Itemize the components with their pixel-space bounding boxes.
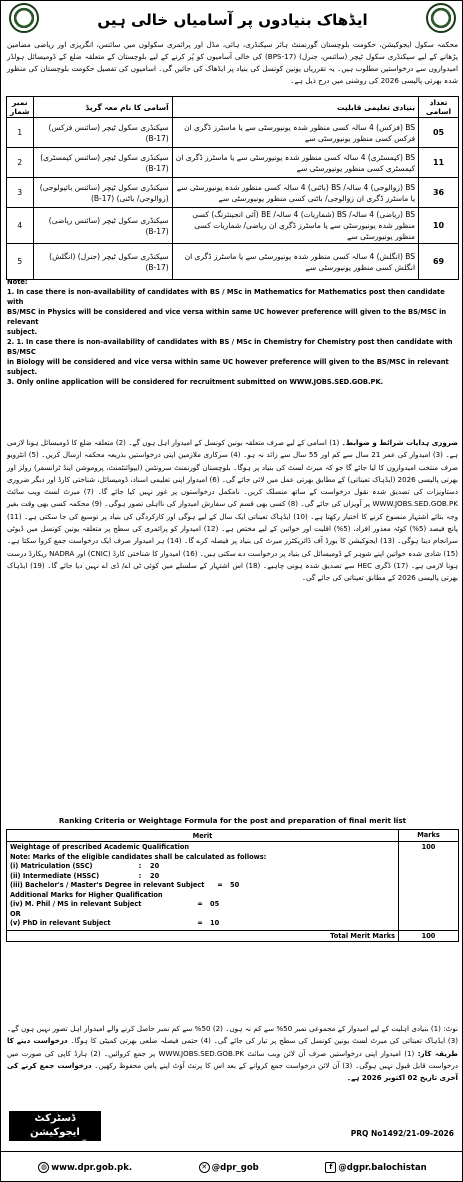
english-notes bbox=[7, 277, 458, 387]
merit-criteria bbox=[7, 842, 399, 931]
criteria-item: (ii) Intermediate (HSSC) : 20 bbox=[10, 871, 160, 880]
header-qualification: بنیادی تعلیمی قابلیت bbox=[172, 97, 418, 118]
criteria-item: (v) PhD in relevant Subject = 10 bbox=[10, 919, 220, 927]
urdu-note-text: نوٹ: (1) بنیادی اہلیت کے لیے امیدوار کے مجموعی نمبر 50% سے کم نہ ہوں۔ (2) 50% سے کم نمبر حاصل کرنے والے امیدوار اہل تصور نہیں ہوں گے۔ (3) ایڈہاک تعیناتی کی میرٹ لسٹ یونین کونسل کی سطح پر تیار کی جائے گی۔ (4) حتمی فیصلہ ضلعی بھرتی کمیٹی کا ہوگا۔ bbox=[7, 1024, 458, 1046]
row-qualification: BS (زوالوجی) 4 سالہ/ BS (باٹنی) 4 سالہ کسی منظور شدہ یونیورسٹی سے یا ماسٹرز ڈگری ان زوالوجی/ باٹنی کسی منظور یونیورسٹی سے bbox=[172, 178, 418, 208]
row-post: سیکنڈری سکول ٹیچر (جنرل) (انگلش) (B-17) bbox=[33, 244, 172, 280]
facebook-handle[interactable]: @dgpr.balochistan bbox=[338, 1162, 427, 1173]
row-post: سیکنڈری سکول ٹیچر (سائنس بائیولوجی) (زوالوجی/ باٹنی) (B-17) bbox=[33, 178, 172, 208]
posts-table bbox=[6, 96, 459, 280]
row-post: سیکنڈری سکول ٹیچر (سائنس کیمسٹری) (B-17) bbox=[33, 148, 172, 178]
government-seal-icon bbox=[9, 3, 39, 33]
row-qualification: BS (کیمسٹری) 4 سالہ کسی منظور شدہ یونیورسٹی سے یا ماسٹرز ڈگری ان کیمسٹری کسی منظور یونیورسٹی سے bbox=[172, 148, 418, 178]
globe-icon: ◍ bbox=[38, 1162, 49, 1173]
government-seal-icon bbox=[426, 3, 456, 33]
row-sr: 5 bbox=[7, 244, 34, 280]
conditions-section bbox=[7, 437, 458, 585]
criteria-item: (iv) M. Phil / MS in relevant Subject = 05 bbox=[10, 900, 220, 908]
conditions-text: (1) اسامی کے لیے صرف متعلقہ یونین کونسل کے امیدوار اہل ہوں گے۔ (2) متعلقہ ضلع کا ڈومیسائل ہونا لازمی ہے۔ (3) امیدوار کی عمر 21 سال سے کم اور 55 سال سے زائد نہ ہو۔ (4) سرکاری ملازمین اپنی درخواستیں بذریعہ محکمہ ارسال کریں۔ (5) انٹرویو صرف منتخب امیدواروں کا لیا جائے گا جو کہ میرٹ لسٹ کی بنیاد پر ہوگا۔ بلوچستان گورنمنٹ سرونٹس (ایپوائنٹمنٹ، پروموشن اینڈ ٹرانسفر) رولز اور بھرتی پالیسی 2026 (ایڈہاک تعیناتی) کے مطابق بھرتی عمل میں لائی جائے گی۔ (6) امیدوار اپنی تعلیمی اسناد، ڈومیسائل، شناختی کارڈ اور دیگر ضروری دستاویزات کی تصدیق شدہ نقول درخواست کے ساتھ منسلک کریں۔ نامکمل درخواستوں پر غور نہیں کیا جائے گا۔ (7) میرٹ لسٹ ویب سائٹ WWW.JOBS.SED.GOB.PK پر آویزاں کی جائے گی۔ (8) کسی بھی قسم کی سفارش امیدوار کی نااہلی تصور ہوگی۔ (9) محکمہ کسی بھی وقت بغیر وجہ بتائے اشتہار منسوخ کرنے کا اختیار رکھتا ہے۔ (10) ایڈہاک تعیناتی ایک سال کے لیے ہوگی اور کارکردگی کی بنیاد پر توسیع کی جا سکتی ہے۔ (11) پانچ فیصد (5%) کوٹہ معذور افراد، (5%) اقلیت اور خواتین کے لیے مختص ہے۔ (12) امیدوار کو پرائمری کی سطح پر متعلقہ یونین کونسل میں ڈیوٹی سرانجام دینا ہوگی۔ (13) ایجوکیشن کا بورڈ آف ڈائریکٹرز میرٹ کی بنیاد پر فیصلہ کرے گا۔ (14) ہر امیدوار صرف ایک درخواست جمع کروا سکتا ہے۔ (15) شادی شدہ خواتین اپنے شوہر کے ڈومیسائل کی بنیاد پر درخواست دے سکتی ہیں۔ (16) امیدوار کا شناختی کارڈ (CNIC) اور NADRA ریکارڈ درست ہونا لازمی ہے۔ (17) ڈگری HEC سے تصدیق شدہ ہونی چاہیے۔ (18) اس اشتہار کے سلسلے میں کوئی ٹی اے/ ڈی اے نہیں دیا جائے گا۔ (19) ایڈہاک بھرتی پالیسی 2026 کے مطابق تعیناتی کی جائے گی۔ bbox=[7, 438, 458, 583]
intro-paragraph: محکمہ سکول ایجوکیشن، حکومت بلوچستان گورنمنٹ ہائر سیکنڈری، ہائی، مڈل اور پرائمری سکولوں میں سائنس، انگریزی اور ریاضی مضامین پڑھانے کے لیے سیکنڈری سکول ٹیچر (سائنس، جنرل) (BPS-17) کی خالی آسامیوں کو پُر کرنے کے لیے بلوچستان کے متعلقہ ضلع کے ڈومیسائل ہولڈر امیدواروں سے درخواستیں مطلوب ہیں۔ یہ تقرریاں یونین کونسل کی بنیاد پر ایڈھاک کی جائیں گی۔ اسامیوں کی تفصیل حکومت بلوچستان کی منظور شدہ بھرتی پالیسی 2026 کی روشنی میں درج ذیل ہے۔ bbox=[7, 40, 459, 85]
footer-website[interactable] bbox=[38, 1162, 132, 1173]
table-row bbox=[7, 118, 459, 148]
marks-header: Marks bbox=[399, 830, 459, 842]
criteria-subheading: Note: Marks of the eligible candidates shall be calculated as follows: bbox=[10, 852, 267, 861]
note-heading: Note: bbox=[7, 278, 28, 286]
row-qualification: BS (انگلش) 4 سالہ کسی منظور شدہ یونیورسٹی سے یا ماسٹرز ڈگری ان انگلش کسی منظور یونیورسٹی سے bbox=[172, 244, 418, 280]
table-row bbox=[7, 208, 459, 244]
row-sr: 1 bbox=[7, 118, 34, 148]
table-row bbox=[7, 148, 459, 178]
note-line: BS/MSC in Physics will be considered and vice versa within same UC however preference will given to the BS/MSC in relevant bbox=[7, 308, 447, 326]
total-value: 100 bbox=[399, 930, 459, 941]
criteria-additional: Additional Marks for Higher Qualification bbox=[10, 890, 163, 899]
criteria-heading: Weightage of prescribed Academic Qualification bbox=[10, 843, 190, 851]
criteria-item: (i) Matriculation (SSC) : 20 bbox=[10, 862, 160, 870]
header bbox=[3, 3, 462, 37]
row-count: 11 bbox=[419, 148, 459, 178]
merit-table bbox=[6, 829, 459, 942]
note-line: 3. Only online application will be considered for recruitment submitted on WWW.JOBS.SED.GOB.PK. bbox=[7, 378, 384, 386]
footer-bar bbox=[1, 1151, 463, 1182]
total-label: Total Merit Marks bbox=[7, 930, 399, 941]
marks-total-cell: 100 bbox=[399, 842, 459, 931]
website-link[interactable]: www.dpr.gob.pk. bbox=[51, 1162, 133, 1173]
apply-text: (1) امیدوار اپنی درخواستیں صرف آن لائن ویب سائٹ WWW.JOBS.SED.GOB.PK پر جمع کروائیں۔ (2) ہارڈ کاپی کی صورت میں درخواست قابل قبول نہیں ہوگی۔ (3) آن لائن درخواست جمع کروانے کے بعد اس کا پرنٹ آؤٹ اپنے پاس محفوظ رکھیں۔ bbox=[7, 1048, 458, 1070]
header-post: آسامی کا نام معہ گریڈ bbox=[33, 97, 172, 118]
merit-header: Merit bbox=[7, 830, 399, 842]
row-count: 05 bbox=[419, 118, 459, 148]
facebook-icon: f bbox=[325, 1162, 336, 1173]
apply-heading: درخواست دینے کا طریقہ کار: bbox=[7, 1036, 458, 1058]
prq-number: PRQ No1492/21-09-2026 bbox=[350, 1129, 454, 1138]
urdu-notes bbox=[7, 1023, 458, 1084]
signature-block bbox=[9, 1111, 101, 1152]
row-sr: 3 bbox=[7, 178, 34, 208]
deadline-text: درخواست جمع کرنے کی آخری تاریخ 02 اکتوبر 2026 ہے۔ bbox=[7, 1060, 458, 1083]
conditions-heading: ضروری ہدایات شرائط و ضوابط۔ bbox=[341, 438, 458, 447]
row-qualification: BS (فزکس) 4 سالہ کسی منظور شدہ یونیورسٹی سے یا ماسٹرز ڈگری ان فزکس کسی منظور یونیورسٹی سے bbox=[172, 118, 418, 148]
header-count: تعداد اسامی bbox=[419, 97, 459, 118]
header-sr: نمبر شمار bbox=[7, 97, 34, 118]
page-title: ایڈھاک بنیادوں پر آسامیاں خالی ہیں bbox=[97, 11, 368, 29]
row-post: سیکنڈری سکول ٹیچر (سائنس فزکس) (B-17) bbox=[33, 118, 172, 148]
note-line: 1. In case there is non-availability of candidates with BS / MSc in Mathematics for Mathematics post then candidate with bbox=[7, 288, 445, 306]
table-row bbox=[7, 244, 459, 280]
row-count: 36 bbox=[419, 178, 459, 208]
footer-twitter[interactable] bbox=[199, 1162, 259, 1173]
signature-line: ڈسٹرکٹ ایجوکیشن bbox=[30, 1113, 80, 1138]
signature-line: آفیسر کوہلو bbox=[23, 1141, 87, 1152]
row-sr: 2 bbox=[7, 148, 34, 178]
row-post: سیکنڈری سکول ٹیچر (سائنس ریاضی) (B-17) bbox=[33, 208, 172, 244]
twitter-handle[interactable]: @dpr_gob bbox=[211, 1162, 259, 1173]
criteria-or: OR bbox=[10, 909, 21, 918]
row-sr: 4 bbox=[7, 208, 34, 244]
note-line: 2. 1. In case there is non-availability of candidates with BS / MSc in Chemistry for Chemistry post then candidate with BS/MSC bbox=[7, 338, 453, 356]
footer-facebook[interactable] bbox=[325, 1162, 426, 1173]
row-count: 69 bbox=[419, 244, 459, 280]
criteria-item: (iii) Bachelor's / Master's Degree in relevant Subject = 50 bbox=[10, 881, 240, 889]
twitter-icon: ✕ bbox=[199, 1162, 210, 1173]
note-line: subject. bbox=[7, 328, 38, 336]
row-count: 10 bbox=[419, 208, 459, 244]
table-row bbox=[7, 178, 459, 208]
note-line: in Biology will be considered and vice versa within same UC however preference will given to the BS/MSC in relevant subject. bbox=[7, 358, 449, 376]
ranking-title: Ranking Criteria or Weightage Formula for the post and preparation of final merit list bbox=[58, 816, 407, 825]
row-qualification: BS (ریاضی) 4 سالہ/ BS (شماریات) 4 سالہ/ BE (آئی انجینئرنگ) کسی منظور شدہ یونیورسٹی سے یا ماسٹرز ڈگری ان ریاضی/ شماریات کسی منظور یونیورسٹی سے bbox=[172, 208, 418, 244]
